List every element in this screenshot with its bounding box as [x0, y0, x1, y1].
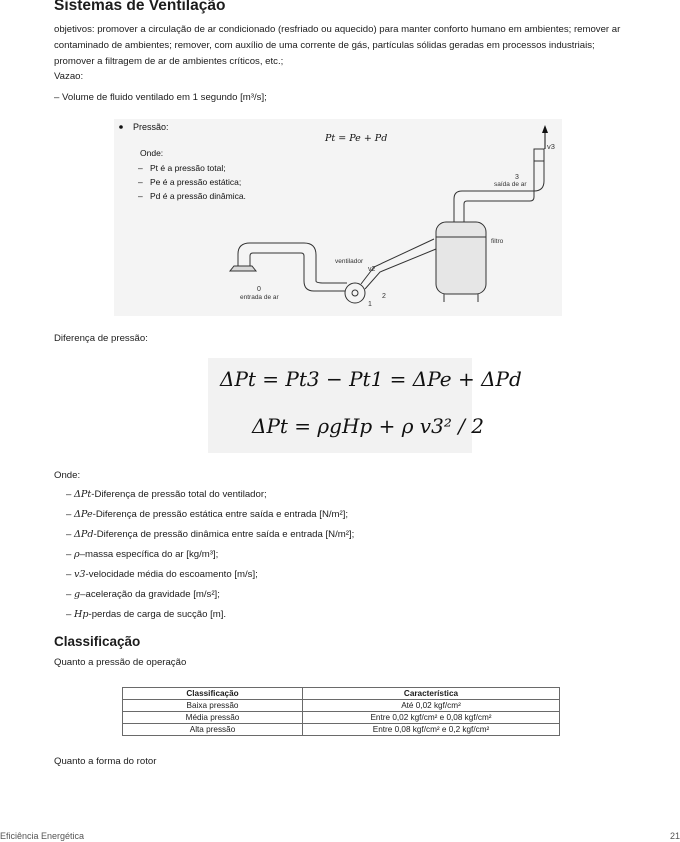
table-cell: Até 0,02 kgf/cm² [303, 700, 560, 712]
legend-onde: Onde: [140, 148, 164, 158]
definition-item: – ΔPd-Diferença de pressão dinâmica entre saída e entrada [N/m²]; [66, 529, 355, 540]
label-v2: v2 [368, 266, 376, 273]
label-0: 0 [257, 286, 261, 293]
definition-item: – g–aceleração da gravidade [m/s²]; [66, 589, 220, 600]
svg-text:–: – [138, 191, 143, 201]
svg-text:–: – [138, 177, 143, 187]
label-entrada: entrada de ar [240, 294, 279, 301]
pressure-bullet: Pressão: [133, 122, 169, 132]
filter-tank [436, 222, 486, 294]
table-header-cell: Classificação [123, 688, 303, 700]
pressao-operacao-label: Quanto a pressão de operação [54, 657, 187, 668]
definition-item: – ρ–massa específica do ar [kg/m³]; [66, 549, 219, 560]
definition-item: – ΔPt-Diferença de pressão total do ventilador; [66, 489, 267, 500]
equation-box [208, 358, 522, 453]
table-cell: Entre 0,08 kgf/cm² e 0,2 kgf/cm² [303, 724, 560, 736]
onde-label: Onde: [54, 470, 81, 481]
legend-item-pt: Pt é a pressão total; [150, 163, 226, 173]
page-title: Sistemas de Ventilação [54, 0, 226, 14]
label-ventilador: ventilador [335, 258, 364, 265]
equation-pressure-terms: ΔPt = ρgHp + ρ v3² / 2 [252, 414, 485, 438]
bullet-dot [119, 125, 123, 129]
footer-title: Eficiência Energética [0, 831, 85, 841]
table-header-row [123, 688, 560, 700]
table-row [123, 700, 560, 712]
ventilation-diagram [114, 119, 562, 316]
label-filtro: filtro [491, 238, 504, 245]
label-v3: v3 [547, 142, 555, 151]
page-number: 21 [669, 831, 680, 841]
pressure-formula: Pt = Pe + Pd [325, 133, 388, 144]
label-3: 3 [515, 174, 519, 181]
vazao-label: Vazao: [54, 71, 84, 82]
vazao-item: – Volume de fluido ventilado em 1 segundo [m³/s]; [54, 92, 267, 103]
equation-total-pressure: ΔPt = Pt3 − Pt1 = ΔPe + ΔPd [220, 367, 522, 391]
table-cell: Entre 0,02 kgf/cm² e 0,08 kgf/cm² [303, 712, 560, 724]
label-1: 1 [368, 301, 372, 308]
definition-item: – Hp-perdas de carga de sucção [m]. [66, 609, 227, 620]
table-cell: Baixa pressão [123, 700, 303, 712]
definition-item: – v3-velocidade média do escoamento [m/s]; [66, 569, 258, 580]
forma-rotor-label: Quanto a forma do rotor [54, 756, 157, 767]
classificacao-heading: Classificação [54, 634, 141, 649]
pressure-difference-heading: Diferença de pressão: [54, 333, 148, 344]
label-2: 2 [382, 293, 386, 300]
table-cell: Média pressão [123, 712, 303, 724]
classification-table [122, 687, 560, 736]
table-header-cell: Característica [303, 688, 560, 700]
svg-text:–: – [138, 163, 143, 173]
table-row [123, 712, 560, 724]
intake-bell [230, 266, 256, 271]
table-row [123, 724, 560, 736]
fan-housing [345, 283, 365, 303]
legend-item-pe: Pe é a pressão estática; [150, 177, 242, 187]
objectives-paragraph: objetivos: promover a circulação de ar condicionado (resfriado ou aquecido) para manter conforto humano em ambientes; remover ar contaminado de ambientes; remover, com auxílio de uma corrente de gás, partículas sólidas geradas em processos industriais; promover a filtragem de ar de ambientes críticos, etc.; [54, 24, 621, 67]
label-saida: saída de ar [494, 181, 527, 188]
legend-item-pd: Pd é a pressão dinâmica. [150, 191, 246, 201]
definition-item: – ΔPe-Diferença de pressão estática entre saída e entrada [N/m²]; [66, 509, 349, 520]
table-cell: Alta pressão [123, 724, 303, 736]
